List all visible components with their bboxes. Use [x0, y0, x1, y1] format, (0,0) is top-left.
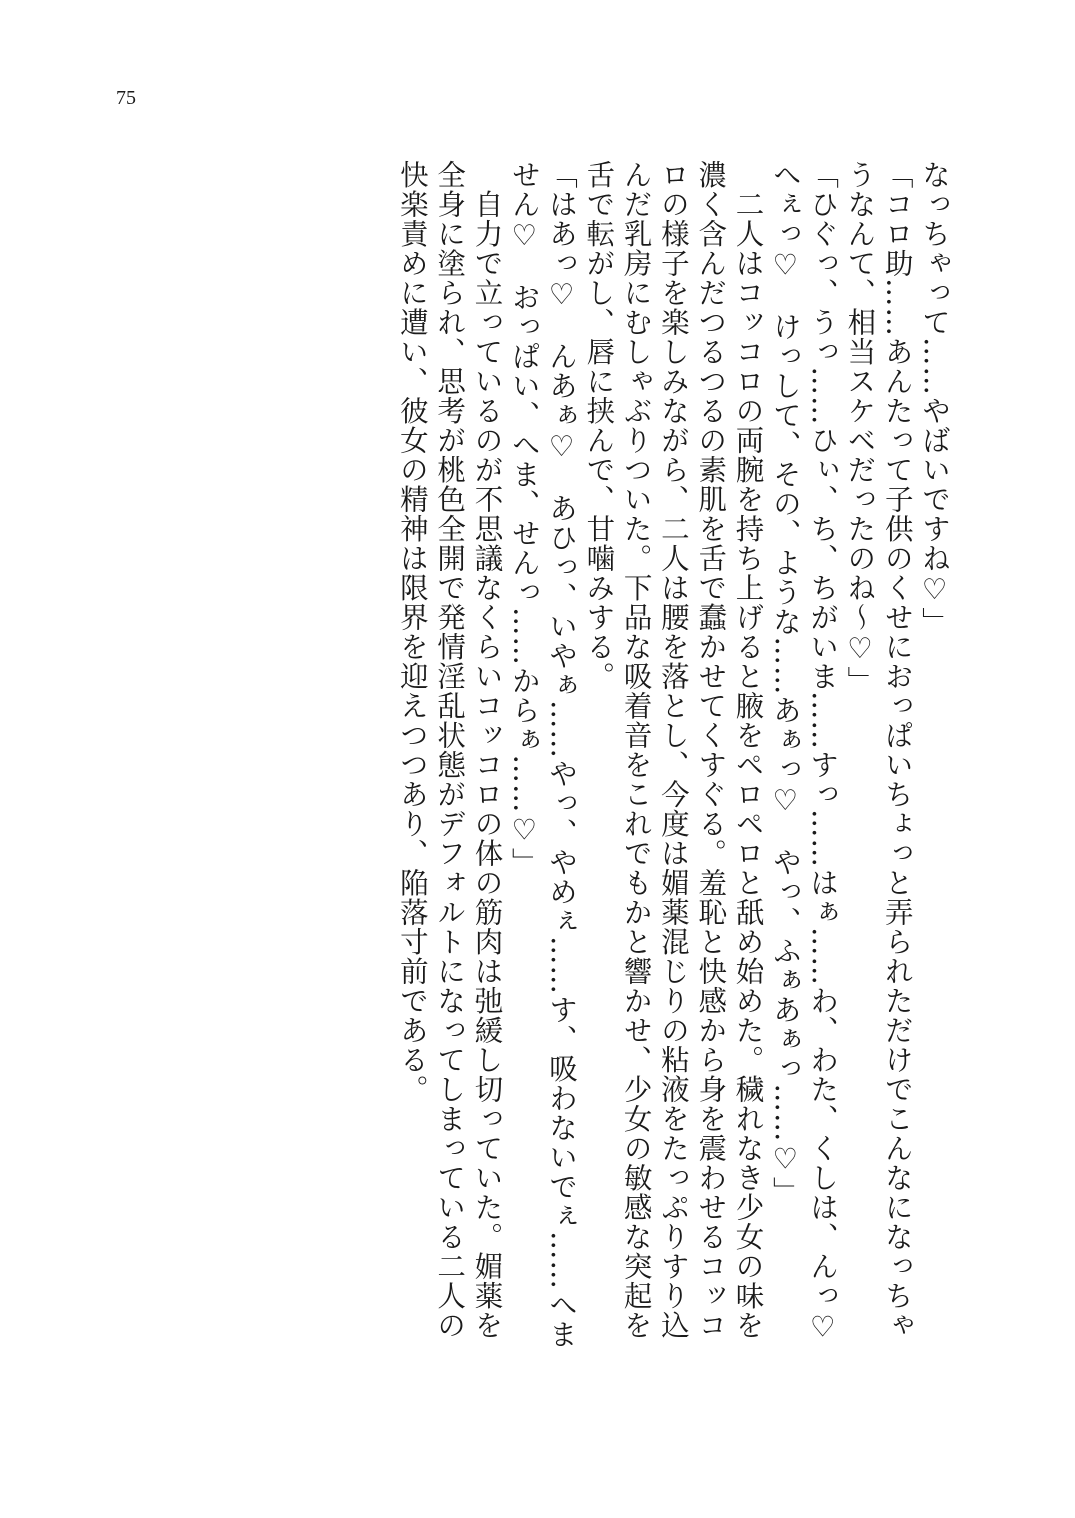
text-line: へぇっ♡ けっして、その、ような……あぁっ♡ やっ、ふぁあぁっ……♡」: [768, 160, 802, 1206]
text-line: ロの様子を楽しみながら、二人は腰を落とし、今度は媚薬混じりの粘液をたっぷりすり込: [656, 160, 690, 1340]
page-number: 75: [116, 87, 136, 109]
text-line: 自力で立っているのが不思議なくらいコッコロの体の筋肉は弛緩し切っていた。媚薬を: [470, 160, 504, 1340]
text-line: 快楽責めに遭い、彼女の精神は限界を迎えつつあり、陥落寸前である。: [395, 160, 429, 1104]
body-text: [394, 160, 953, 1349]
text-line: 「ひぐっ、うっ……ひぃ、ち、ちがいま……すっ……はぁ……わ、わた、くしは、んっ♡: [806, 160, 840, 1345]
text-line: うなんて、相当スケベだったのね～♡」: [843, 160, 877, 696]
text-line: せん♡ おっぱい、へま、せんっ……からぁ……♡」: [507, 160, 541, 877]
text-line: 全身に塗られ、思考が桃色全開で発情淫乱状態がデフォルトになってしまっている二人の: [433, 160, 467, 1340]
text-line: 舌で転がし、唇に挟んで、甘噛みする。: [582, 160, 616, 691]
text-line: 濃く含んだつるつるの素肌を舌で蠢かせてくすぐる。羞恥と快感から身を震わせるコッコ: [694, 160, 728, 1340]
text-line: なっちゃって……やばいですね♡」: [918, 160, 951, 637]
text-line: 「コロ助……あんたって子供のくせにおっぱいちょっと弄られただけでこんなになっちゃ: [880, 160, 914, 1340]
text-line: んだ乳房にむしゃぶりついた。下品な吸着音をこれでもかと響かせ、少女の敏感な突起を: [619, 160, 653, 1340]
text-line: 二人はコッコロの両腕を持ち上げると腋をペロペロと舐め始めた。穢れなき少女の味を: [731, 160, 765, 1340]
text-line: 「はあっ♡ んあぁ♡ あひっ、いやぁ……やっ、やめぇ……す、吸わないでぇ……へま: [545, 160, 579, 1349]
